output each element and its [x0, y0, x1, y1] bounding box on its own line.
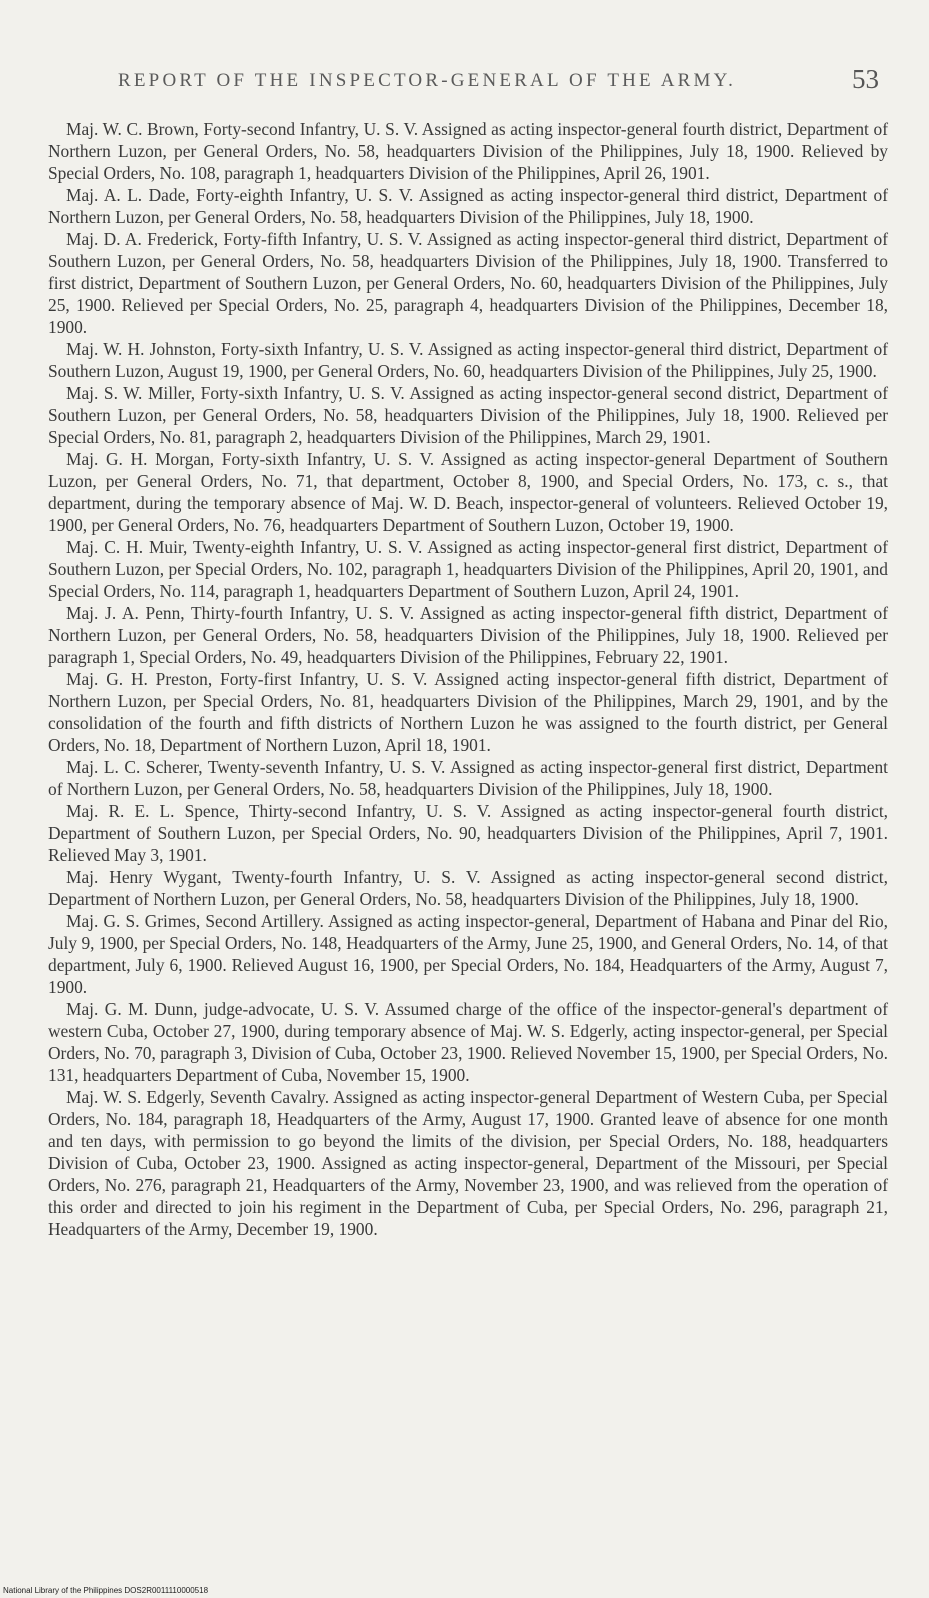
officer-entry: Maj. C. H. Muir, Twenty-eighth Infantry, U. S. V. Assigned as acting inspector-general first district, Department of Southern Luzon, per Special Orders, No. 102, paragraph 1, headquarters Division of the Philippines, April 20, 1901, and Special Orders, No. 114, paragraph 1, headquarters Department of Southern Luzon, April 24, 1901. [48, 537, 888, 601]
officer-entry: Maj. W. C. Brown, Forty-second Infantry, U. S. V. Assigned as acting inspector-general fourth district, Department of Northern Luzon, per General Orders, No. 58, headquarters Division of the Philippines, July 18, 1900. Relieved by Special Orders, No. 108, paragraph 1, headquarters Division of the Philippines, April 26, 1901. [48, 119, 888, 183]
officer-entry: Maj. W. S. Edgerly, Seventh Cavalry. Assigned as acting inspector-general Department of Western Cuba, per Special Orders, No. 184, paragraph 18, Headquarters of the Army, August 17, 1900. Granted leave of absence for one month and ten days, with permission to go beyond the limits of the division, per Special Orders, No. 188, headquarters Division of Cuba, October 23, 1900. Assigned as acting inspector-general, Department of the Missouri, per Special Orders, No. 276, paragraph 21, Headquarters of the Army, November 23, 1900, and was relieved from the operation of this order and directed to join his regiment in the Department of Cuba, per Special Orders, No. 296, paragraph 21, Headquarters of the Army, December 19, 1900. [48, 1087, 888, 1239]
running-head: REPORT OF THE INSPECTOR-GENERAL OF THE ARMY. [118, 70, 737, 91]
officer-entry: Maj. G. H. Preston, Forty-first Infantry, U. S. V. Assigned acting inspector-general fifth district, Department of Northern Luzon, per Special Orders, No. 81, headquarters Division of the Philippines, March 29, 1901, and by the consolidation of the fourth and fifth districts of Northern Luzon he was assigned to the fourth district, per General Orders, No. 18, Department of Northern Luzon, April 18, 1901. [48, 669, 888, 755]
officer-entry: Maj. D. A. Frederick, Forty-fifth Infantry, U. S. V. Assigned as acting inspector-general third district, Department of Southern Luzon, per General Orders, No. 58, headquarters Division of the Philippines, July 18, 1900. Transferred to first district, Department of Southern Luzon, per General Orders, No. 60, headquarters Division of the Philippines, July 25, 1900. Relieved per Special Orders, No. 25, paragraph 4, headquarters Division of the Philippines, December 18, 1900. [48, 229, 888, 337]
officer-entry: Maj. L. C. Scherer, Twenty-seventh Infantry, U. S. V. Assigned as acting inspector-general first district, Department of Northern Luzon, per General Orders, No. 58, headquarters Division of the Philippines, July 18, 1900. [48, 757, 888, 799]
officer-entry: Maj. G. H. Morgan, Forty-sixth Infantry, U. S. V. Assigned as acting inspector-general Department of Southern Luzon, per General Orders, No. 71, that department, October 8, 1900, and Special Orders, No. 173, c. s., that department, during the temporary absence of Maj. W. D. Beach, inspector-general of volunteers. Relieved October 19, 1900, per General Orders, No. 76, headquarters Department of Southern Luzon, October 19, 1900. [48, 449, 888, 535]
page-number: 53 [852, 64, 879, 94]
officer-entry: Maj. A. L. Dade, Forty-eighth Infantry, U. S. V. Assigned as acting inspector-general third district, Department of Northern Luzon, per General Orders, No. 58, headquarters Division of the Philippines, July 18, 1900. [48, 185, 888, 227]
body-text [48, 118, 888, 1240]
officer-entry: Maj. S. W. Miller, Forty-sixth Infantry, U. S. V. Assigned as acting inspector-general second district, Department of Southern Luzon, per General Orders, No. 58, headquarters Division of the Philippines, July 18, 1900. Relieved per Special Orders, No. 81, paragraph 2, headquarters Division of the Philippines, March 29, 1901. [48, 383, 888, 447]
officer-entry: Maj. G. M. Dunn, judge-advocate, U. S. V. Assumed charge of the office of the inspector-general's department of western Cuba, October 27, 1900, during temporary absence of Maj. W. S. Edgerly, acting inspector-general, per Special Orders, No. 70, paragraph 3, Division of Cuba, October 23, 1900. Relieved November 15, 1900, per Special Orders, No. 131, headquarters Department of Cuba, November 15, 1900. [48, 999, 888, 1085]
officer-entry: Maj. R. E. L. Spence, Thirty-second Infantry, U. S. V. Assigned as acting inspector-general fourth district, Department of Southern Luzon, per Special Orders, No. 90, headquarters Division of the Philippines, April 7, 1901. Relieved May 3, 1901. [48, 801, 888, 865]
scan-credit: National Library of the Philippines DOS2R0011110000518 [3, 1586, 209, 1595]
officer-entry: Maj. J. A. Penn, Thirty-fourth Infantry, U. S. V. Assigned as acting inspector-general fifth district, Department of Northern Luzon, per General Orders, No. 58, headquarters Division of the Philippines, July 18, 1900. Relieved per paragraph 1, Special Orders, No. 49, headquarters Division of the Philippines, February 22, 1901. [48, 603, 888, 667]
page-header [60, 64, 889, 100]
officer-entry: Maj. Henry Wygant, Twenty-fourth Infantry, U. S. V. Assigned as acting inspector-general second district, Department of Northern Luzon, per General Orders, No. 58, headquarters Division of the Philippines, July 18, 1900. [48, 867, 888, 909]
officer-entry: Maj. G. S. Grimes, Second Artillery. Assigned as acting inspector-general, Department of Habana and Pinar del Rio, July 9, 1900, per Special Orders, No. 148, Headquarters of the Army, June 25, 1900, and General Orders, No. 14, of that department, July 6, 1900. Relieved August 16, 1900, per Special Orders, No. 184, Headquarters of the Army, August 7, 1900. [48, 911, 888, 997]
officer-entry: Maj. W. H. Johnston, Forty-sixth Infantry, U. S. V. Assigned as acting inspector-general third district, Department of Southern Luzon, August 19, 1900, per General Orders, No. 60, headquarters Division of the Philippines, July 25, 1900. [48, 339, 888, 381]
